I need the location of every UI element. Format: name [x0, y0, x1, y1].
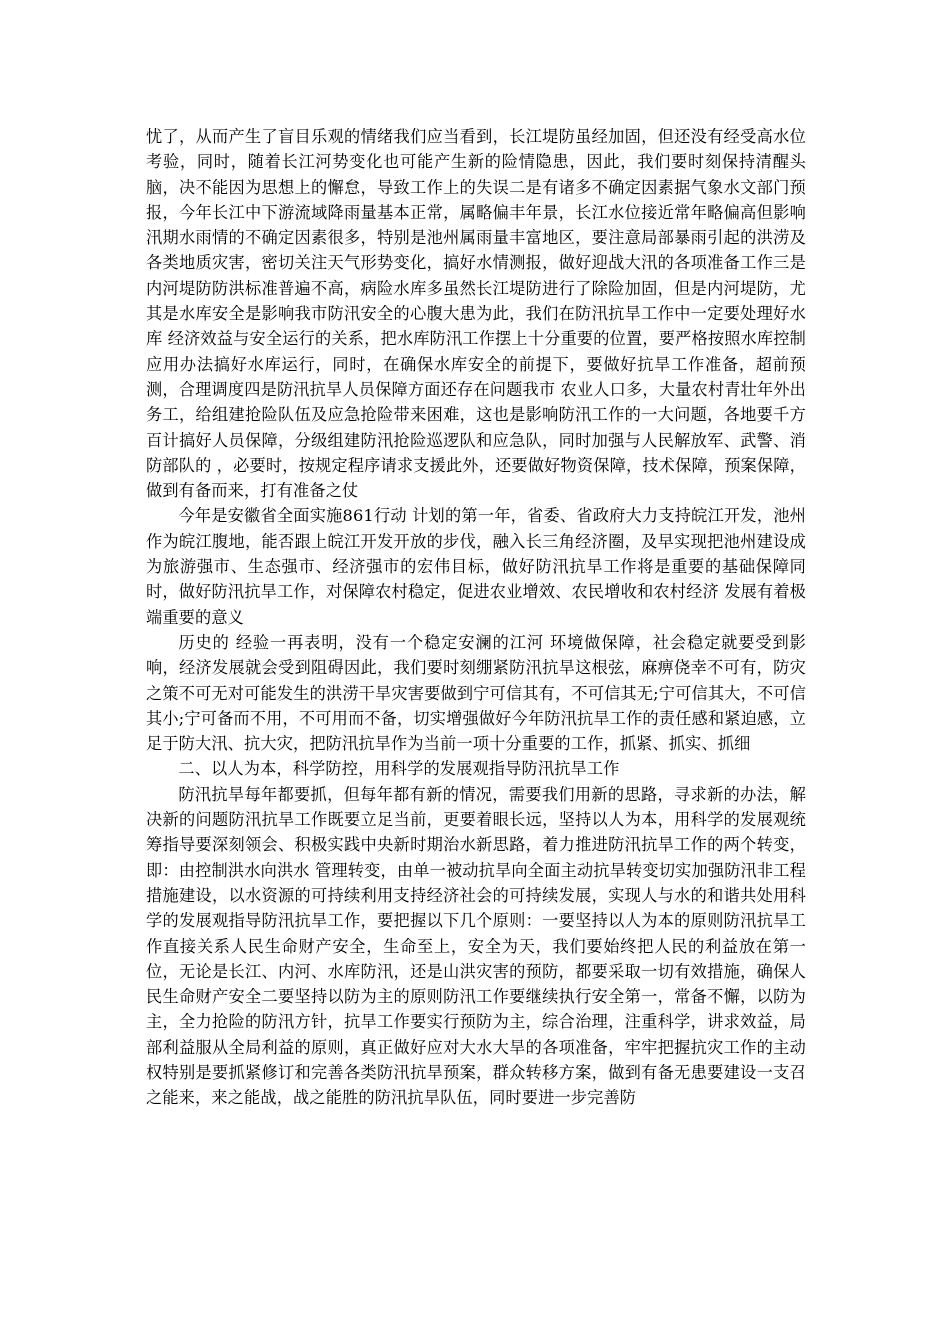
section-heading: 二、以人为本，科学防控，用科学的发展观指导防汛抗旱工作 — [178, 759, 620, 779]
paragraph-1: 忧了，从而产生了盲目乐观的情绪我们应当看到，长江堤防虽经加固，但还没有经受高水位考验，同时，随着长江河势变化也可能产生新的险情隐患，因此，我们要时刻保持清醒头脑，决不能因为思想上的懈怠，导致工作上的失误二是有诸多不确定因素据气象水文部门预报，今年长江中下游流域降雨量基本正常，属略偏丰年景，长江水位接近常年略偏高但影响汛期水雨情的不确定因素很多，特别是池州属雨量丰富地区，要注意局部暴雨引起的洪涝及各类地质灾害，密切关注天气形势变化，搞好水情测报，做好迎战大汛的各项准备工作三是内河堤防防洪标准普遍不高，病险水库多虽然长江堤防进行了除险加固，但是内河堤防，尤其是水库安全是影响我市防汛安全的心腹大患为此，我们在防汛抗旱工作中一定要处理好水库 经济效益与安全运行的关系，把水库防汛工作摆上十分重要的位置，要严格按照水库控制 应用办法搞好水库运行，同时，在确保水库安全的前提下，要做好抗旱工作准备，超前预测，合理调度四是防汛抗旱人员保障方面还存在问题我市 农业人口多，大量农村青壮年外出务工，给组建抢险队伍及应急抢险带来困难，这也是影响防汛工作的一大问题，各地要千方百计搞好人员保障，分级组建防汛抢险巡逻队和应急队，同时加强与人民解放军、武警、消防部队的 ，必要时，按规定程序请求支援此外，还要做好物资保障，技术保障，预案保障，做到有备而来，打有准备之仗 — [146, 127, 806, 501]
paragraph-2: 今年是安徽省全面实施861行动 计划的第一年，省委、省政府大力支持皖江开发，池州作为皖江腹地，能否跟上皖江开发开放的步伐，融入长三角经济圈，及早实现把池州建设成为旅游强市、生态强市、经济强市的宏伟目标，做好防汛抗旱工作将是重要的基础保障同时，做好防汛抗旱工作，对保障农村稳定，促进农业增效、农民增收和农村经济 发展有着极端重要的意义 — [146, 506, 806, 627]
paragraph-3: 历史的 经验一再表明，没有一个稳定安澜的江河 环境做保障，社会稳定就要受到影响，经济发展就会受到阻碍因此，我们要时刻绷紧防汛抗旱这根弦，麻痹侥幸不可有，防灾之策不可无对可能发生的洪涝干旱灾害要做到宁可信其有，不可信其无;宁可信其大，不可信其小;宁可备而不用，不可用而不备，切实增强做好今年防汛抗旱工作的责任感和紧迫感，立足于防大汛、抗大灾，把防汛抗旱作为当前一项十分重要的工作，抓紧、抓实、抓细 — [146, 632, 806, 754]
document-body — [146, 124, 806, 1111]
paragraph-4: 防汛抗旱每年都要抓，但每年都有新的情况，需要我们用新的思路，寻求新的办法，解决新的问题防汛抗旱工作既要立足当前，更要着眼长远，坚持以人为本，用科学的发展观统筹指导要深刻领会、积极实践中央新时期治水新思路，着力推进防汛抗旱工作的两个转变，即：由控制洪水向洪水 管理转变，由单一被动抗旱向全面主动抗旱转变切实加强防汛非工程措施建设，以水资源的可持续利用支持经济社会的可持续发展，实现人与水的和谐共处用科学的发展观指导防汛抗旱工作，要把握以下几个原则：一要坚持以人为本的原则防汛抗旱工作直接关系人民生命财产安全，生命至上，安全为天，我们要始终把人民的利益放在第一位，无论是长江、内河、水库防汛，还是山洪灾害的预防，都要采取一切有效措施，确保人民生命财产安全二要坚持以防为主的原则防汛工作要继续执行安全第一，常备不懈，以防为主，全力抢险的防汛方针，抗旱工作要实行预防为主，综合治理，注重科学，讲求效益，局部利益服从全局利益的原则，真正做好应对大水大旱的各项准备，牢牢把握抗灾工作的主动权特别是要抓紧修订和完善各类防汛抗旱预案，群众转移方案，做到有备无患要建设一支召之能来，来之能战，战之能胜的防汛抗旱队伍，同时要进一步完善防 — [146, 784, 806, 1108]
